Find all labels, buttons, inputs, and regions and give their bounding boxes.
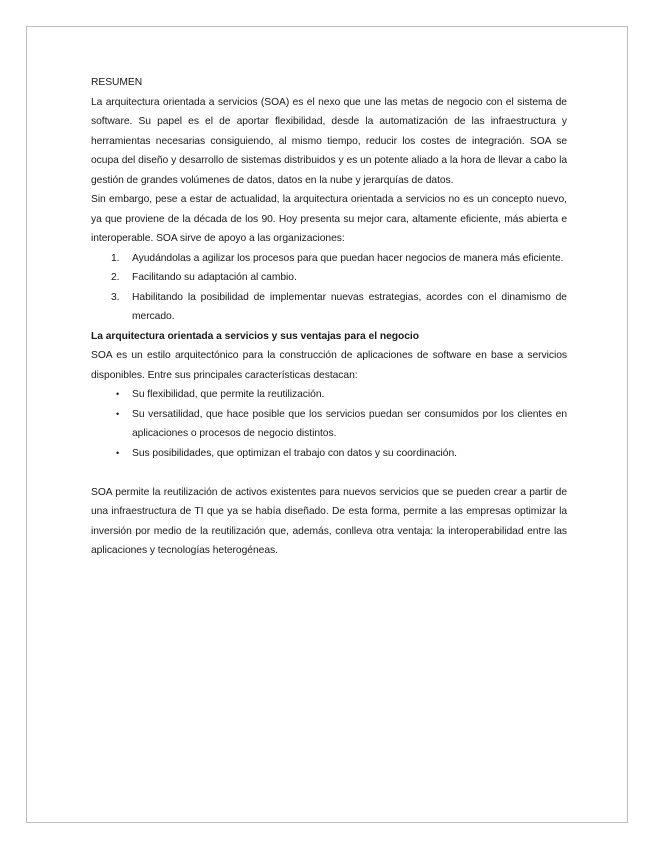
numbered-list bbox=[91, 249, 567, 327]
section-paragraph: SOA es un estilo arquitectónico para la construcción de aplicaciones de software en base a servicios disponibles. Entre sus principales características destacan: bbox=[91, 350, 567, 381]
list-item bbox=[91, 268, 567, 288]
list-item-text: Facilitando su adaptación al cambio. bbox=[132, 272, 297, 283]
document-title: RESUMEN bbox=[91, 77, 143, 88]
list-item-text: Sus posibilidades, que optimizan el trabajo con datos y su coordinación. bbox=[132, 447, 457, 459]
document-page bbox=[26, 26, 628, 823]
list-number: 3. bbox=[111, 291, 120, 303]
list-item-text: Su versatilidad, que hace posible que los servicios puedan ser consumidos por los clientes en aplicaciones o procesos de negocio distintos. bbox=[132, 408, 567, 439]
bullet-list bbox=[91, 385, 567, 463]
list-number: 1. bbox=[111, 252, 120, 264]
list-item bbox=[91, 405, 567, 444]
document-body bbox=[91, 73, 567, 561]
list-number: 2. bbox=[111, 272, 120, 283]
list-item-text: Ayudándolas a agilizar los procesos para que puedan hacer negocios de manera más eficiente. bbox=[132, 252, 564, 264]
list-item bbox=[91, 249, 567, 269]
bullet-icon: • bbox=[116, 447, 120, 458]
bullet-icon: • bbox=[116, 408, 120, 419]
list-item bbox=[91, 385, 567, 405]
bullet-icon: • bbox=[116, 389, 120, 399]
section-heading: La arquitectura orientada a servicios y sus ventajas para el negocio bbox=[91, 330, 419, 342]
list-item-text: Habilitando la posibilidad de implementar nuevas estrategias, acordes con el dinamismo de mercado. bbox=[132, 291, 567, 322]
closing-paragraph: SOA permite la reutilización de activos existentes para nuevos servicios que se pueden crear a partir de una infraestructura de TI que ya se había diseñado. De esta forma, permite a las empresas optimizar la inversión por medio de la reutilización que, además, conlleva otra ventaja: la interoperabilidad entre las aplicaciones y tecnologías heterogéneas. bbox=[91, 486, 567, 556]
intro-paragraph: La arquitectura orientada a servicios (SOA) es el nexo que une las metas de negocio con el sistema de software. Su papel es el de aportar flexibilidad, desde la automatización de las infraestructura y herramientas necesarias consiguiendo, al mismo tiempo, reducir los costes de integración. SOA se ocupa del diseño y desarrollo de sistemas distribuidos y es un potente aliado a la hora de llevar a cabo la gestión de grandes volúmenes de datos, datos en la nube y jerarquías de datos. bbox=[91, 96, 567, 186]
second-paragraph: Sin embargo, pese a estar de actualidad, la arquitectura orientada a servicios no es un concepto nuevo, ya que proviene de la década de los 90. Hoy presenta su mejor cara, altamente eficiente, más abierta e interoperable. SOA sirve de apoyo a las organizaciones: bbox=[91, 194, 567, 244]
list-item-text: Su flexibilidad, que permite la reutilización. bbox=[132, 389, 325, 400]
list-item bbox=[91, 288, 567, 327]
list-item bbox=[91, 444, 567, 464]
paragraph-spacer bbox=[91, 463, 567, 483]
